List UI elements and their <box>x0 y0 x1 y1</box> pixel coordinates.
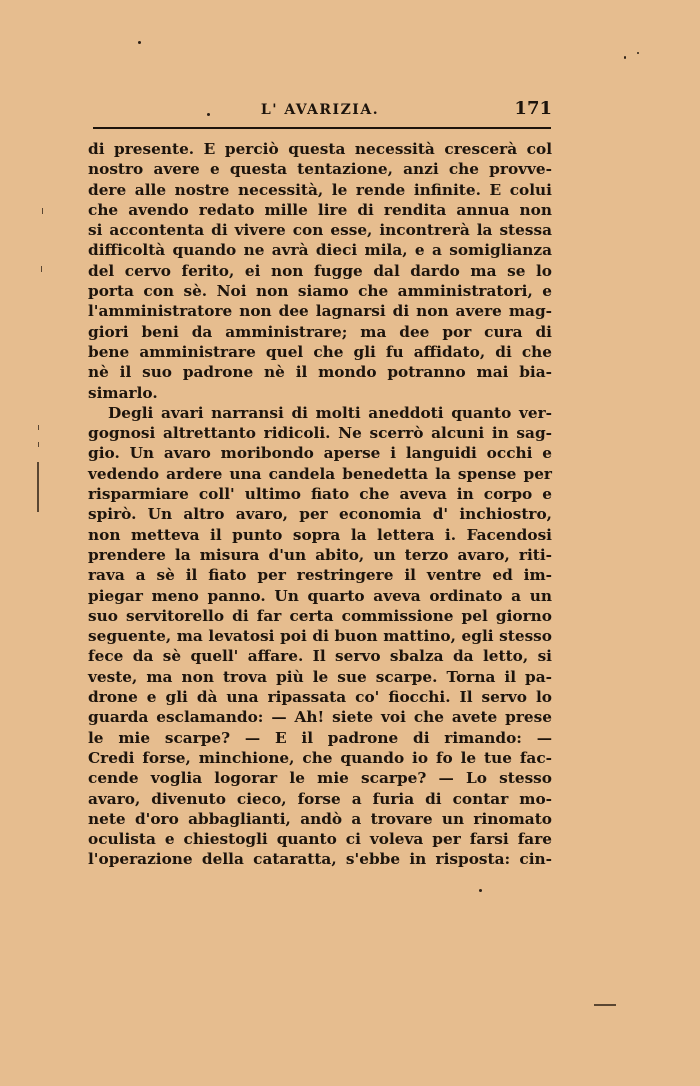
body-text <box>88 139 552 870</box>
margin-mark <box>38 425 39 430</box>
text-line: del cervo ferito, ei non fugge dal dardo ma se lo <box>88 261 552 280</box>
header-rule <box>93 127 551 129</box>
paragraph-1 <box>88 139 552 403</box>
text-line: Degli avari narransi di molti aneddoti quanto ver- <box>108 403 552 422</box>
text-line: spirò. Un altro avaro, per economia d' inchiostro, <box>88 505 552 524</box>
text-line: suo servitorello di far certa commissione pel giorno <box>88 606 552 625</box>
scan-speck <box>637 52 639 54</box>
text-line: oculista e chiestogli quanto ci voleva per farsi fare <box>88 830 552 849</box>
text-line: gognosi altrettanto ridicoli. Ne scerrò alcuni in sag- <box>88 424 552 443</box>
margin-mark <box>38 442 39 447</box>
scan-speck <box>479 889 482 892</box>
text-line: si accontenta di vivere con esse, incontrerà la stessa <box>88 221 552 240</box>
text-line: veste, ma non trova più le sue scarpe. Torna il pa- <box>88 667 552 686</box>
margin-mark <box>42 208 43 214</box>
text-line: nostro avere e questa tentazione, anzi che provve- <box>88 160 552 179</box>
text-line: le mie scarpe? — E il padrone di rimando: — <box>88 728 552 747</box>
text-line: avaro, divenuto cieco, forse a furia di contar mo- <box>88 789 552 808</box>
margin-mark <box>594 1004 616 1006</box>
text-line: dere alle nostre necessità, le rende infinite. E colui <box>88 180 552 199</box>
text-line: simarlo. <box>88 383 158 402</box>
page-number: 171 <box>514 98 552 119</box>
text-line: di presente. E perciò questa necessità crescerà col <box>88 140 552 158</box>
text-line: porta con sè. Noi non siamo che amministratori, e <box>88 282 552 301</box>
text-line: che avendo redato mille lire di rendita annua non <box>88 200 552 219</box>
text-line: risparmiare coll' ultimo fiato che aveva in corpo e <box>88 485 552 504</box>
text-line: l'operazione della cataratta, s'ebbe in risposta: cin- <box>88 850 552 869</box>
text-line: bene amministrare quel che gli fu affidato, di che <box>88 342 552 361</box>
text-line: nete d'oro abbaglianti, andò a trovare un rinomato <box>88 809 552 828</box>
text-line: fece da sè quell' affare. Il servo sbalza da letto, si <box>88 647 552 666</box>
text-line: rava a sè il fiato per restringere il ventre ed im- <box>88 566 552 585</box>
text-line: vedendo ardere una candela benedetta la spense per <box>88 464 552 483</box>
page-header <box>88 96 552 120</box>
text-line: nè il suo padrone nè il mondo potranno mai bia- <box>88 363 552 382</box>
margin-mark <box>37 462 39 512</box>
text-line: cende voglia logorar le mie scarpe? — Lo stesso <box>88 769 552 788</box>
text-line: non metteva il punto sopra la lettera i. Facendosi <box>88 525 552 544</box>
text-line: guarda esclamando: — Ah! siete voi che avete prese <box>88 708 552 727</box>
text-line: piegar meno panno. Un quarto aveva ordinato a un <box>88 586 552 605</box>
text-line: gio. Un avaro moribondo aperse i languidi occhi e <box>88 444 552 463</box>
scan-speck <box>138 41 141 44</box>
paragraph-2 <box>88 403 552 870</box>
running-title: L' AVARIZIA. <box>260 102 380 118</box>
text-line: giori beni da amministrare; ma dee por cura di <box>88 322 552 341</box>
text-line: Credi forse, minchione, che quando io fo le tue fac- <box>88 748 552 767</box>
margin-mark <box>41 266 42 272</box>
text-line: seguente, ma levatosi poi di buon mattino, egli stesso <box>88 627 552 646</box>
text-line: prendere la misura d'un abito, un terzo avaro, riti- <box>88 545 552 564</box>
text-line: difficoltà quando ne avrà dieci mila, e a somiglianza <box>88 241 552 260</box>
scan-speck <box>207 113 210 116</box>
text-line: drone e gli dà una ripassata co' fiocchi. Il servo lo <box>88 688 552 707</box>
text-line: l'amministratore non dee lagnarsi di non avere mag- <box>88 302 552 321</box>
scan-speck <box>624 56 626 59</box>
